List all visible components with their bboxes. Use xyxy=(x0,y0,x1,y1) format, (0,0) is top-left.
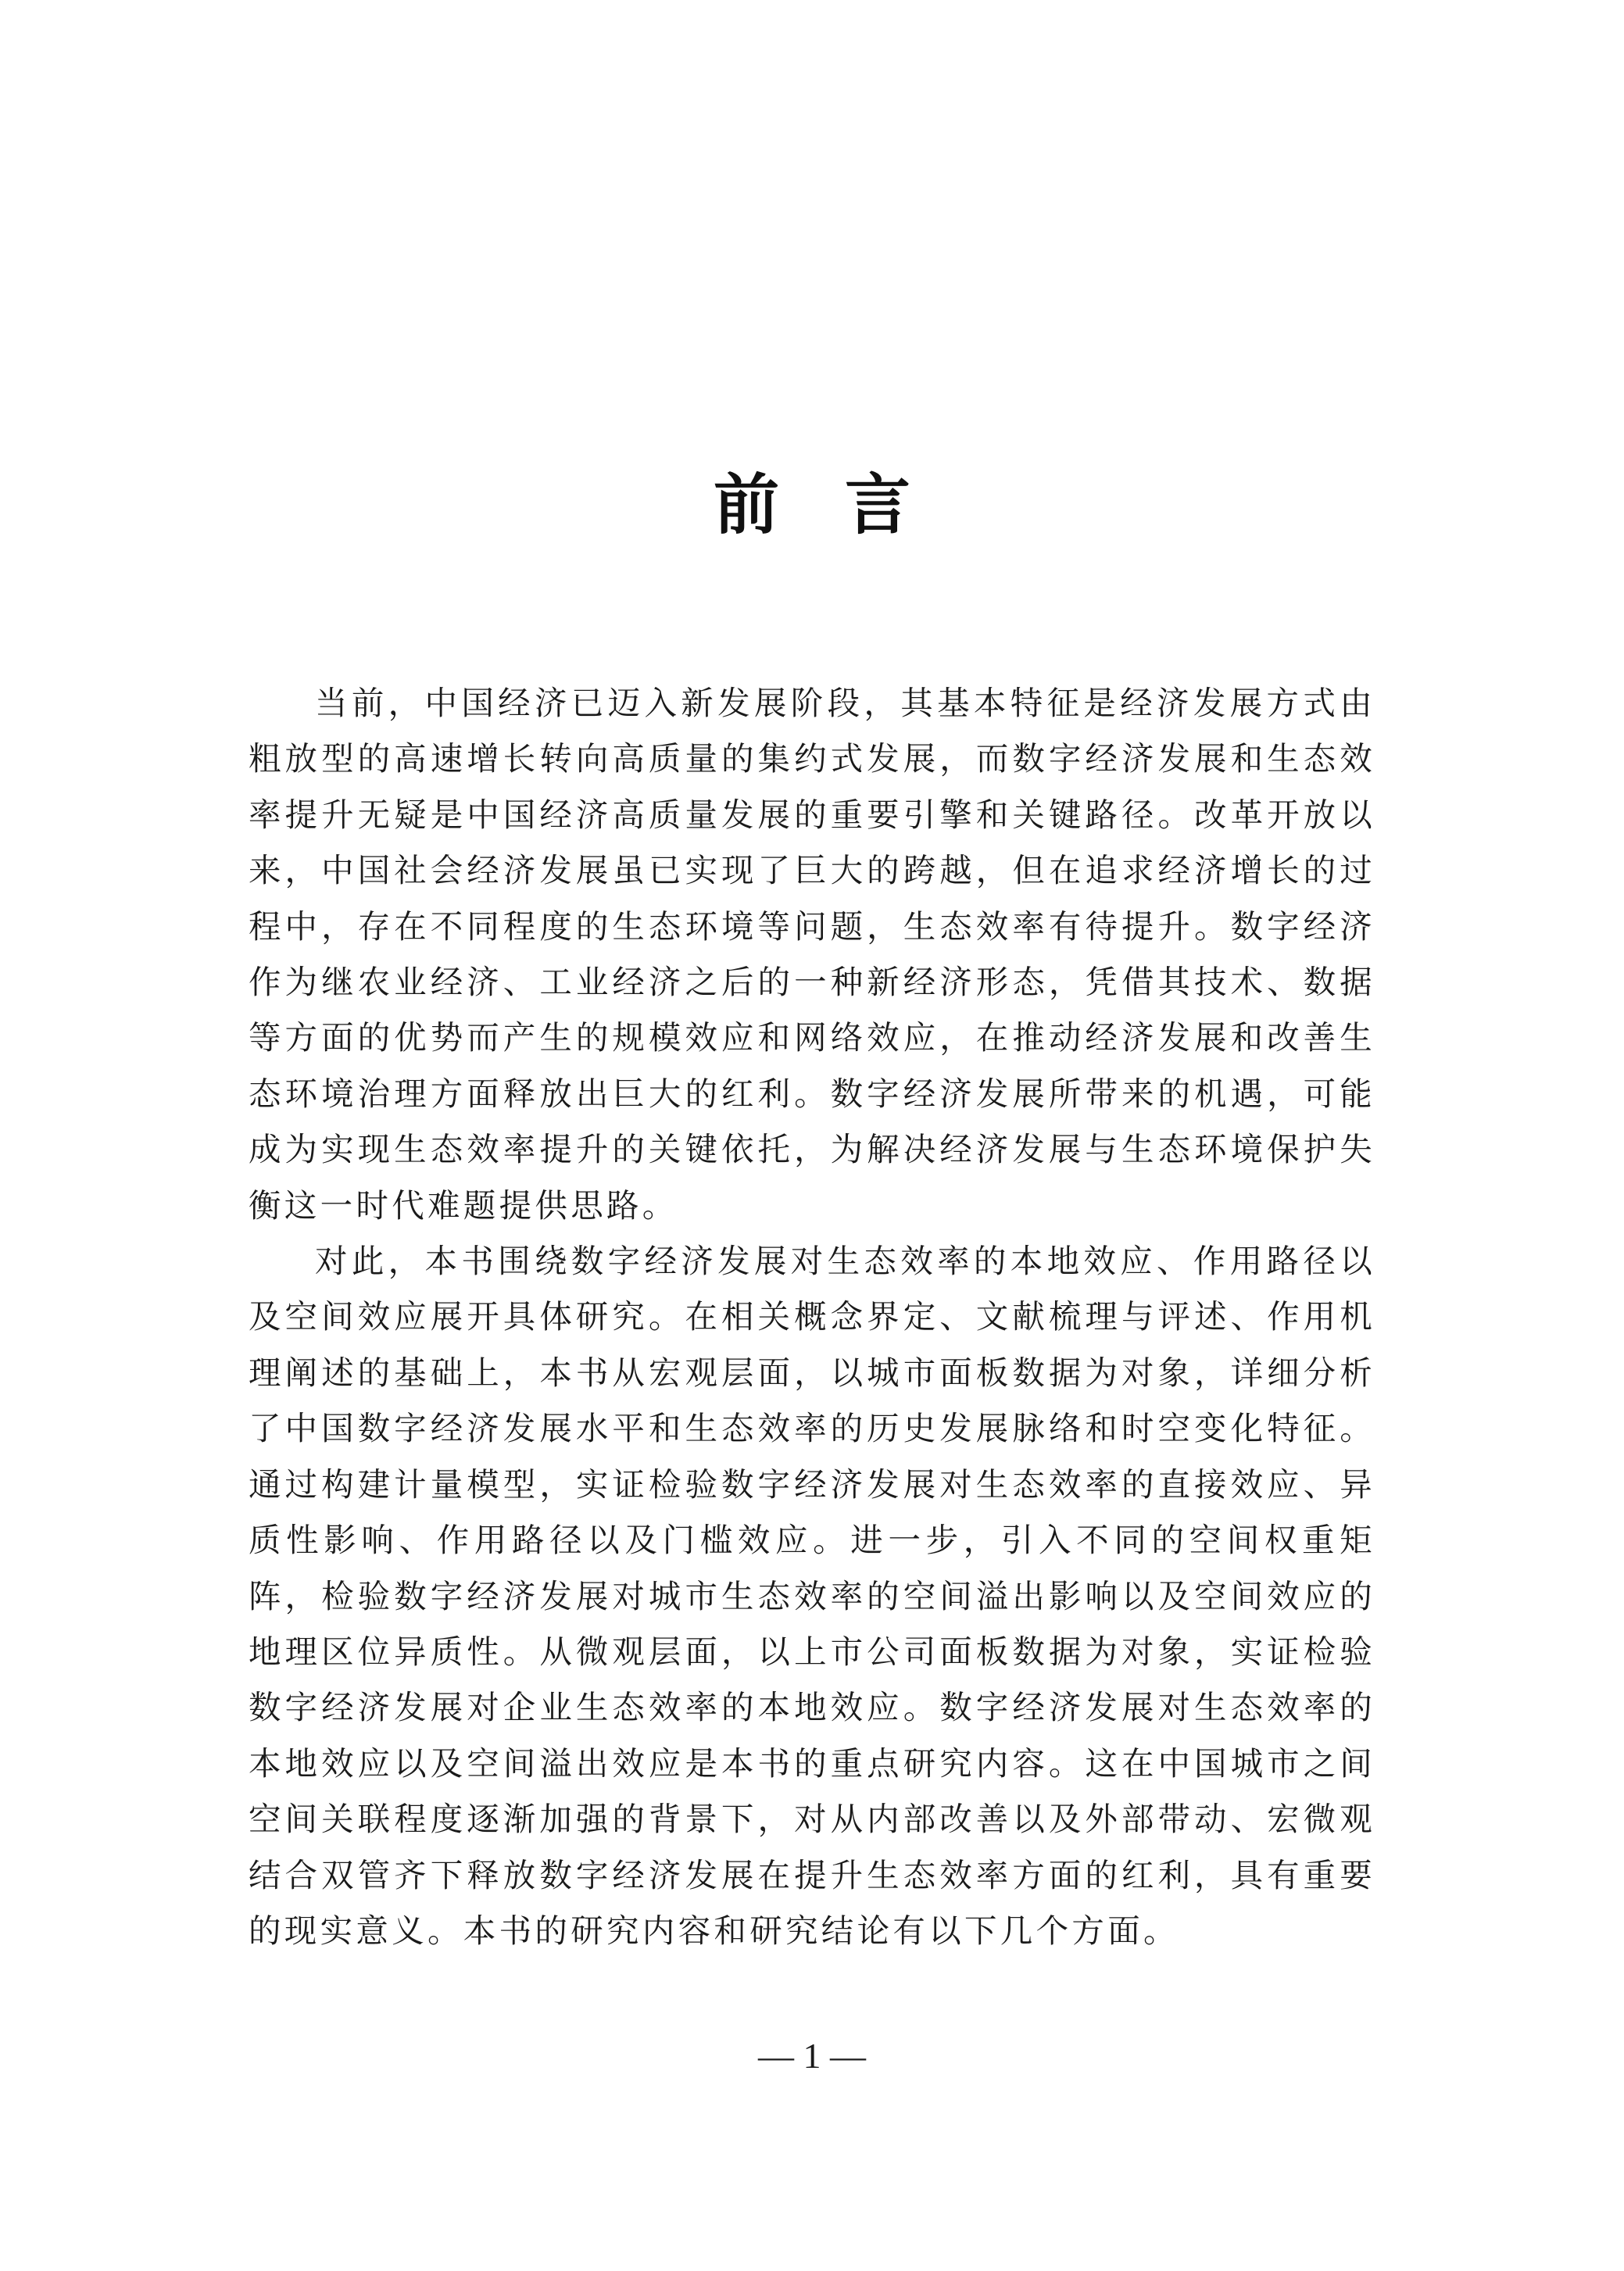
paragraph-2: 对此，本书围绕数字经济发展对生态效率的本地效应、作用路径以及空间效应展开具体研究。在相关概念界定、文献梳理与评述、作用机理阐述的基础上，本书从宏观层面，以城市面板数据为对象，详细分析了中国数字经济发展水平和生态效率的历史发展脉络和时空变化特征。通过构建计量模型，实证检验数字经济发展对生态效率的直接效应、异质性影响、作用路径以及门槛效应。进一步，引入不同的空间权重矩阵，检验数字经济发展对城市生态效率的空间溢出影响以及空间效应的地理区位异质性。从微观层面，以上市公司面板数据为对象，实证检验数字经济发展对企业生态效率的本地效应。数字经济发展对生态效率的本地效应以及空间溢出效应是本书的重点研究内容。这在中国城市之间空间关联程度逐渐加强的背景下，对从内部改善以及外部带动、宏微观结合双管齐下释放数字经济发展在提升生态效率方面的红利，具有重要的现实意义。本书的研究内容和研究结论有以下几个方面。 xyxy=(249,1242,1375,1950)
body-text xyxy=(249,675,1375,1958)
paragraph-1: 当前，中国经济已迈入新发展阶段，其基本特征是经济发展方式由粗放型的高速增长转向高质量的集约式发展，而数字经济发展和生态效率提升无疑是中国经济高质量发展的重要引擎和关键路径。改革开放以来，中国社会经济发展虽已实现了巨大的跨越，但在追求经济增长的过程中，存在不同程度的生态环境等问题，生态效率有待提升。数字经济作为继农业经济、工业经济之后的一种新经济形态，凭借其技术、数据等方面的优势而产生的规模效应和网络效应，在推动经济发展和改善生态环境治理方面释放出巨大的红利。数字经济发展所带来的机遇，可能成为实现生态效率提升的关键依托，为解决经济发展与生态环境保护失衡这一时代难题提供思路。 xyxy=(249,684,1375,1225)
page-title: 前言 xyxy=(713,466,976,544)
page-number: — 1 — xyxy=(758,2036,866,2076)
